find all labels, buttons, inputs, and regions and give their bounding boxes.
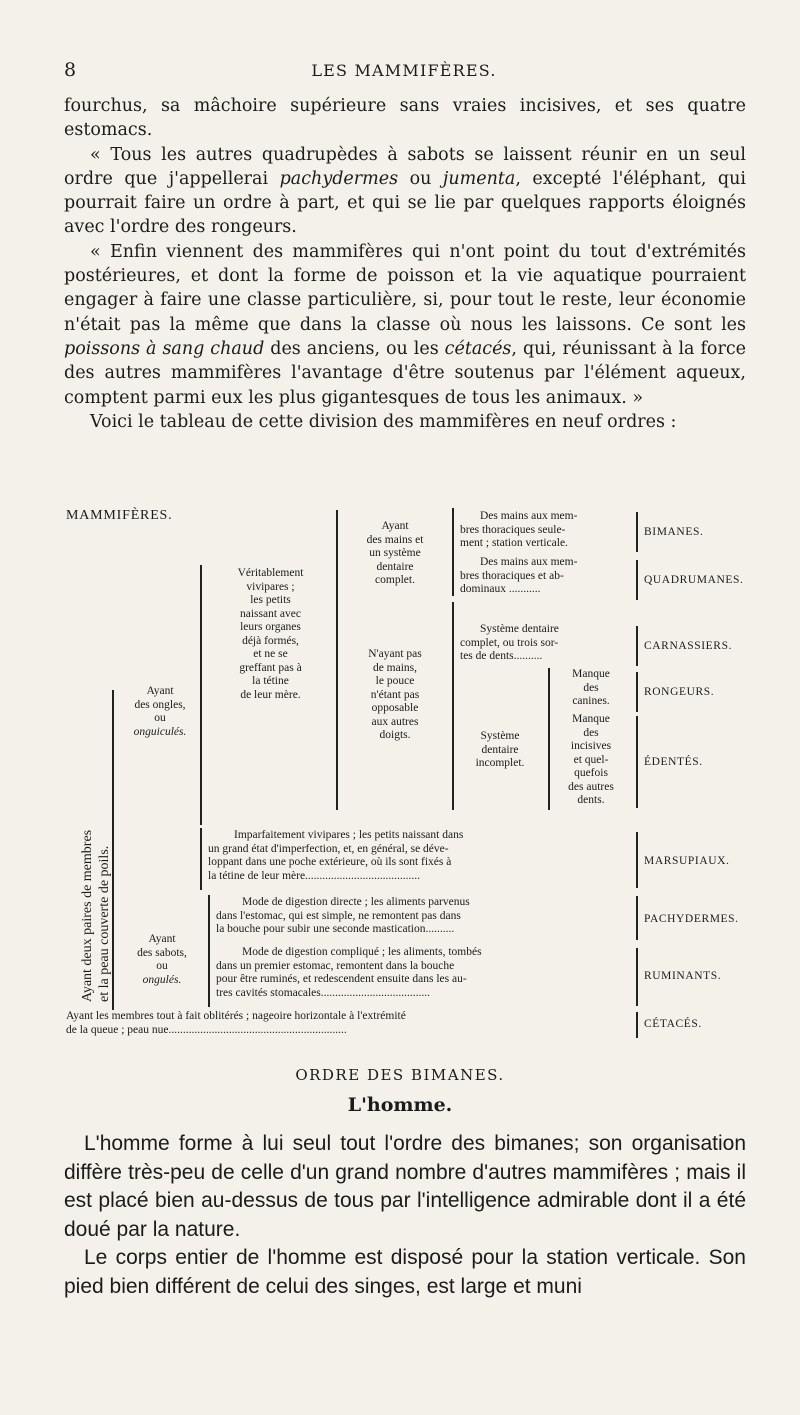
brace-ongules — [208, 895, 210, 1007]
ayant-mains-text: Ayant des mains et un système dentaire complet. — [366, 520, 424, 586]
order-edentes: ÉDENTÉS. — [644, 756, 703, 768]
order-pachydermes: PACHYDERMES. — [644, 913, 739, 925]
body-text — [64, 1130, 746, 1301]
brace-imparfaitement — [200, 828, 202, 890]
page-number: 8 — [64, 59, 77, 81]
order-quadrumanes: QUADRUMANES. — [644, 574, 744, 586]
order-carnassiers: CARNASSIERS. — [644, 640, 733, 652]
brace-pachydermes — [636, 896, 638, 940]
brace-cetaces — [636, 1012, 638, 1038]
brace-rongeurs — [636, 672, 638, 712]
table-root-label: MAMMIFÈRES. — [66, 508, 173, 523]
body-paragraph-1: L'homme forme à lui seul tout l'ordre des bimanes; son organisation diffère très-peu de celle d'un grand nombre d'autres mammifères ; mais il est placé bien au-dessus de tous par l'intelligence admirable dont il a été doué par la nature. — [64, 1132, 746, 1241]
vertical-label-2: et la peau couverte de poils. — [97, 845, 112, 1002]
onguicules-label: Ayant des ongles, ou onguiculés. — [133, 685, 187, 738]
order-cetaces: CÉTACÉS. — [644, 1018, 702, 1030]
brace-mammiferes — [112, 690, 114, 1010]
membres-obliteres-text: Ayant les membres tout à fait oblitérés ; nageoire horizontale à l'extrémité de la queue ; peau nue.............................................................. — [66, 1010, 406, 1036]
brace-sans-mains — [452, 602, 454, 810]
mains-thoraciques-text: Des mains aux mem- bres thoraciques seule- ment ; station verticale. — [460, 510, 578, 549]
brace-incomplet — [548, 668, 550, 810]
paragraph-3: « Enfin viennent des mammifères qui n'ont point du tout d'extrémités postérieures, et dont la forme de poisson et la vie aquatique pourraient engager à faire une classe particulière, si, pour tout le reste, leur économie n'était pas la même que dans la classe où nous les laissons. Ce sont les poissons à sang chaud des anciens, ou les cétacés, qui, réunissant à la force des autres mammifères l'avantage d'être soutenus par l'élément aqueux, comptent parmi eux les plus gigantesques de tous les animaux. » — [64, 241, 746, 408]
section-subtitle: L'homme. — [347, 1094, 453, 1116]
systeme-incomplet-text: Système dentaire incomplet. — [475, 730, 525, 769]
section-title: ORDRE DES BIMANES. — [295, 1066, 505, 1084]
veritablement-text: Véritablement vivipares ; les petits naissant avec leurs organes déjà formés, et ne se greffant pas à la tétine de leur mère. — [237, 567, 304, 701]
brace-marsupiaux — [636, 832, 638, 888]
order-marsupiaux: MARSUPIAUX. — [644, 855, 730, 867]
order-bimanes: BIMANES. — [644, 526, 704, 538]
digestion-directe-text: Mode de digestion directe ; les aliments parvenus dans l'estomac, qui est simple, ne remontent pas dans la bouche pour subir une seconde mastication.......... — [216, 896, 470, 935]
brace-onguicules — [200, 565, 202, 825]
imparfaitement-text: Imparfaitement vivipares ; les petits naissant dans un grand état d'imperfection, et, en général, se déve- loppant dans une poche extérieure, où ils sont fixés à la tétine de leur mère........................................ — [208, 829, 464, 882]
brace-veritablement — [336, 510, 338, 810]
manque-incisives-text: Manque des incisives et quel- quefois des autres dents. — [568, 713, 614, 806]
paragraph-1: fourchus, sa mâchoire supérieure sans vraies incisives, et ses quatre estomacs. — [64, 96, 746, 141]
systeme-complet-text: Système dentaire complet, ou trois sor- tes de dents.......... — [460, 623, 559, 662]
vertical-label-1: Ayant deux paires de membres — [80, 829, 95, 1002]
body-paragraph-2: Le corps entier de l'homme est disposé pour la station verticale. Son pied bien différent de celui des singes, est large et muni — [64, 1246, 746, 1298]
order-ruminants: RUMINANTS. — [644, 970, 722, 982]
ongules-label: Ayant des sabots, ou ongulés. — [137, 933, 187, 986]
paragraph-4: Voici le tableau de cette division des mammifères en neuf ordres : — [90, 411, 677, 432]
running-title: LES MAMMIFÈRES. — [311, 61, 497, 80]
brace-mains — [452, 508, 454, 596]
mains-abdominaux-text: Des mains aux mem- bres thoraciques et ab- dominaux ........... — [460, 556, 578, 595]
digestion-compliquee-text: Mode de digestion compliqué ; les aliments, tombés dans un premier estomac, remontent dans la bouche pour être ruminés, et redescendent ensuite dans les au- tres cavités stomacales...................................... — [216, 946, 482, 999]
brace-quadrumanes — [636, 560, 638, 600]
nayant-pas-text: N'ayant pas de mains, le pouce n'étant pas opposable aux autres doigts. — [368, 648, 422, 741]
brace-ruminants — [636, 948, 638, 1006]
order-rongeurs: RONGEURS. — [644, 686, 715, 698]
brace-carnassiers — [636, 626, 638, 666]
brace-bimanes — [636, 512, 638, 552]
brace-edentes — [636, 716, 638, 808]
paragraph-2: « Tous les autres quadrupèdes à sabots se laissent réunir en un seul ordre que j'appellerai pachydermes ou jumenta, excepté l'éléphant, qui pourrait faire un ordre à part, et qui se lie par quelques rapports éloignés avec l'ordre des rongeurs. — [64, 144, 746, 238]
manque-canines-text: Manque des canines. — [572, 668, 610, 707]
